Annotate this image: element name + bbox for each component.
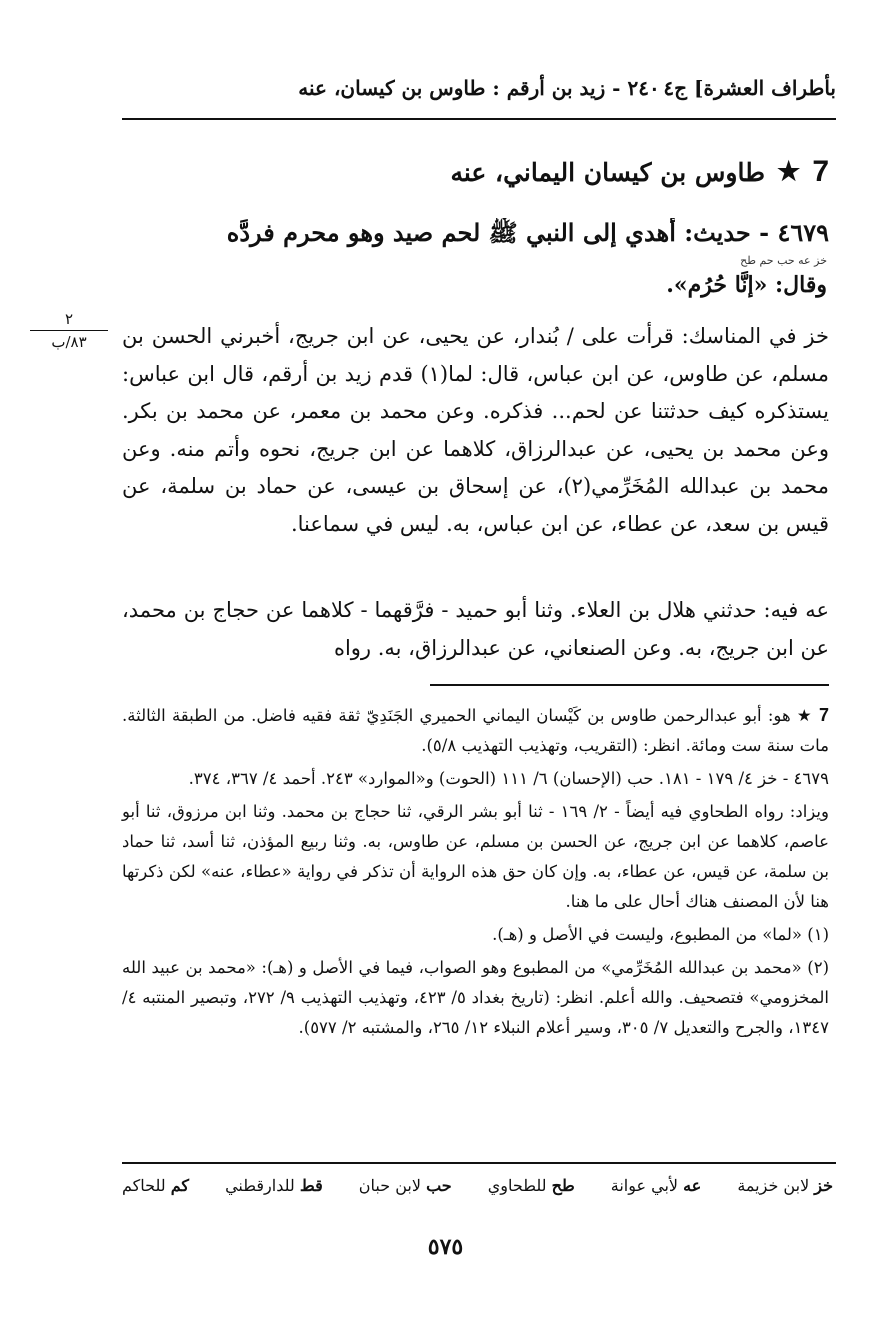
footnote-star-text: هو: أبو عبدالرحمن طاوس بن كَيْسان اليماني الحميري الجَنَدِيّ ثقة فقيه فاضل. من الطبقة الثالثة. مات سنة ست ومائة. انظر: (التقريب، وتهذيب التهذيب ٥/٨).	[122, 706, 829, 755]
star-icon: ★	[777, 157, 801, 187]
abbrev-item: قط للدارقطني	[225, 1176, 323, 1195]
section-title-text: طاوس بن كيسان اليماني، عنه	[450, 157, 765, 187]
abbreviations-key	[122, 1176, 833, 1206]
abbrev-item: خز لابن خزيمة	[737, 1176, 833, 1195]
footnote-rule	[430, 684, 829, 686]
abbrev-item: حب لابن حبان	[358, 1176, 452, 1195]
footnote-star-icon: ★	[796, 706, 813, 725]
footnote-star-number: 7	[818, 705, 829, 725]
folio-divider	[30, 330, 108, 331]
bottom-rule	[122, 1162, 836, 1164]
folio-top: ٢	[64, 310, 74, 328]
hadith-saying: وقال: «إنَّا حُرُم».	[666, 272, 827, 298]
hadith-heading: ٤٦٧٩ - حديث: أهدي إلى النبي ﷺ لحم صيد وهو محرم فردَّه	[226, 218, 829, 247]
manuscript-folio-note	[30, 310, 108, 351]
header-chapter: ٢٤٠ - زيد بن أرقم : طاوس بن كيسان، عنه	[298, 76, 660, 100]
abbrev-item: كم للحاكم	[122, 1176, 190, 1195]
footnotes	[122, 700, 829, 1046]
folio-bottom: ٨٣/ب	[51, 333, 87, 351]
abbrev-item: عه لأبي عوانة	[610, 1176, 702, 1195]
footnote-star	[122, 700, 829, 761]
section-title	[300, 150, 829, 194]
body-paragraph-1: خز في المناسك: قرأت على / بُندار، عن يحيى، عن ابن جريج، أخبرني الحسن بن مسلم، عن طاوس، عن ابن عباس، قال: لما(١) قدم زيد بن أرقم، قال ابن عباس: يستذكره كيف حدثتنا عن لحم... فذكره. وعن محمد بن معمر، عن محمد بن بكر. وعن محمد بن يحيى، عن عبدالرزاق، كلاهما عن ابن جريج، نحوه وأتم منه. وعن محمد بن عبدالله المُخَرِّمي(٢)، عن إسحاق بن عيسى، عن حماد بن سلمة، عن قيس بن سعد، عن عطاء، عن ابن عباس، به. ليس في سماعنا.	[122, 324, 829, 536]
abbrev-item: طح للطحاوي	[487, 1176, 575, 1195]
footnote-2: (٢) «محمد بن عبدالله المُخَرِّمي» من المطبوع وهو الصواب، فيما في الأصل و (هـ): «محمد بن عبيد الله المخزومي» فتصحيف. والله أعلم. انظر: (تاريخ بغداد ٥/ ٤٢٣، وتهذيب التهذيب ٩/ ٢٧٢، وتبصير المنتبه ٤/ ١٣٤٧، والجرح والتعديل ٧/ ٣٠٥، وسير أعلام النبلاء ١٢/ ٢٦٥، والمشتبه ٢/ ٥٧٧).	[122, 958, 829, 1037]
footnote-1: (١) «لما» من المطبوع، وليست في الأصل و (هـ).	[492, 925, 829, 944]
hadith-sigla: خز عه حب حم طح	[740, 254, 827, 267]
section-number: 7	[812, 155, 829, 188]
page-number: ٥٧٥	[427, 1234, 464, 1260]
running-header	[122, 68, 836, 108]
body-paragraph-2: عه فيه: حدثني هلال بن العلاء. وثنا أبو حميد - فرَّقهما - كلاهما عن حجاج بن محمد، عن ابن جريج، به. وعن الصنعاني، عن عبدالرزاق، به. رواه	[122, 598, 829, 660]
footnote-4679: ٤٦٧٩ - خز ٤/ ١٧٩ - ١٨١. حب (الإحسان) ٦/ ١١١ (الحوت) و«الموارد» ٢٤٣. أحمد ٤/ ٣٦٧، ٣٧٤.	[188, 769, 829, 788]
header-volume: بأطراف العشرة] ج٤	[663, 76, 836, 100]
header-rule	[122, 118, 836, 120]
footnote-addition: ويزاد: رواه الطحاوي فيه أيضاً - ٢/ ١٦٩ - ثنا أبو بشر الرقي، ثنا حجاج بن محمد. وثنا ابن مرزوق، ثنا أبو عاصم، كلاهما عن ابن جريج، عن الحسن بن مسلم، عن طاوس، به. وثنا ربيع المؤذن، ثنا أسد، ثنا حماد بن سلمة، عن قيس، عن عطاء، به. وإن كان حق هذه الرواية أن تذكر في رواية «عطاء، عنه» لكن ذكرتها هنا لأن المصنف هناك أحال على ما هنا.	[122, 802, 829, 911]
